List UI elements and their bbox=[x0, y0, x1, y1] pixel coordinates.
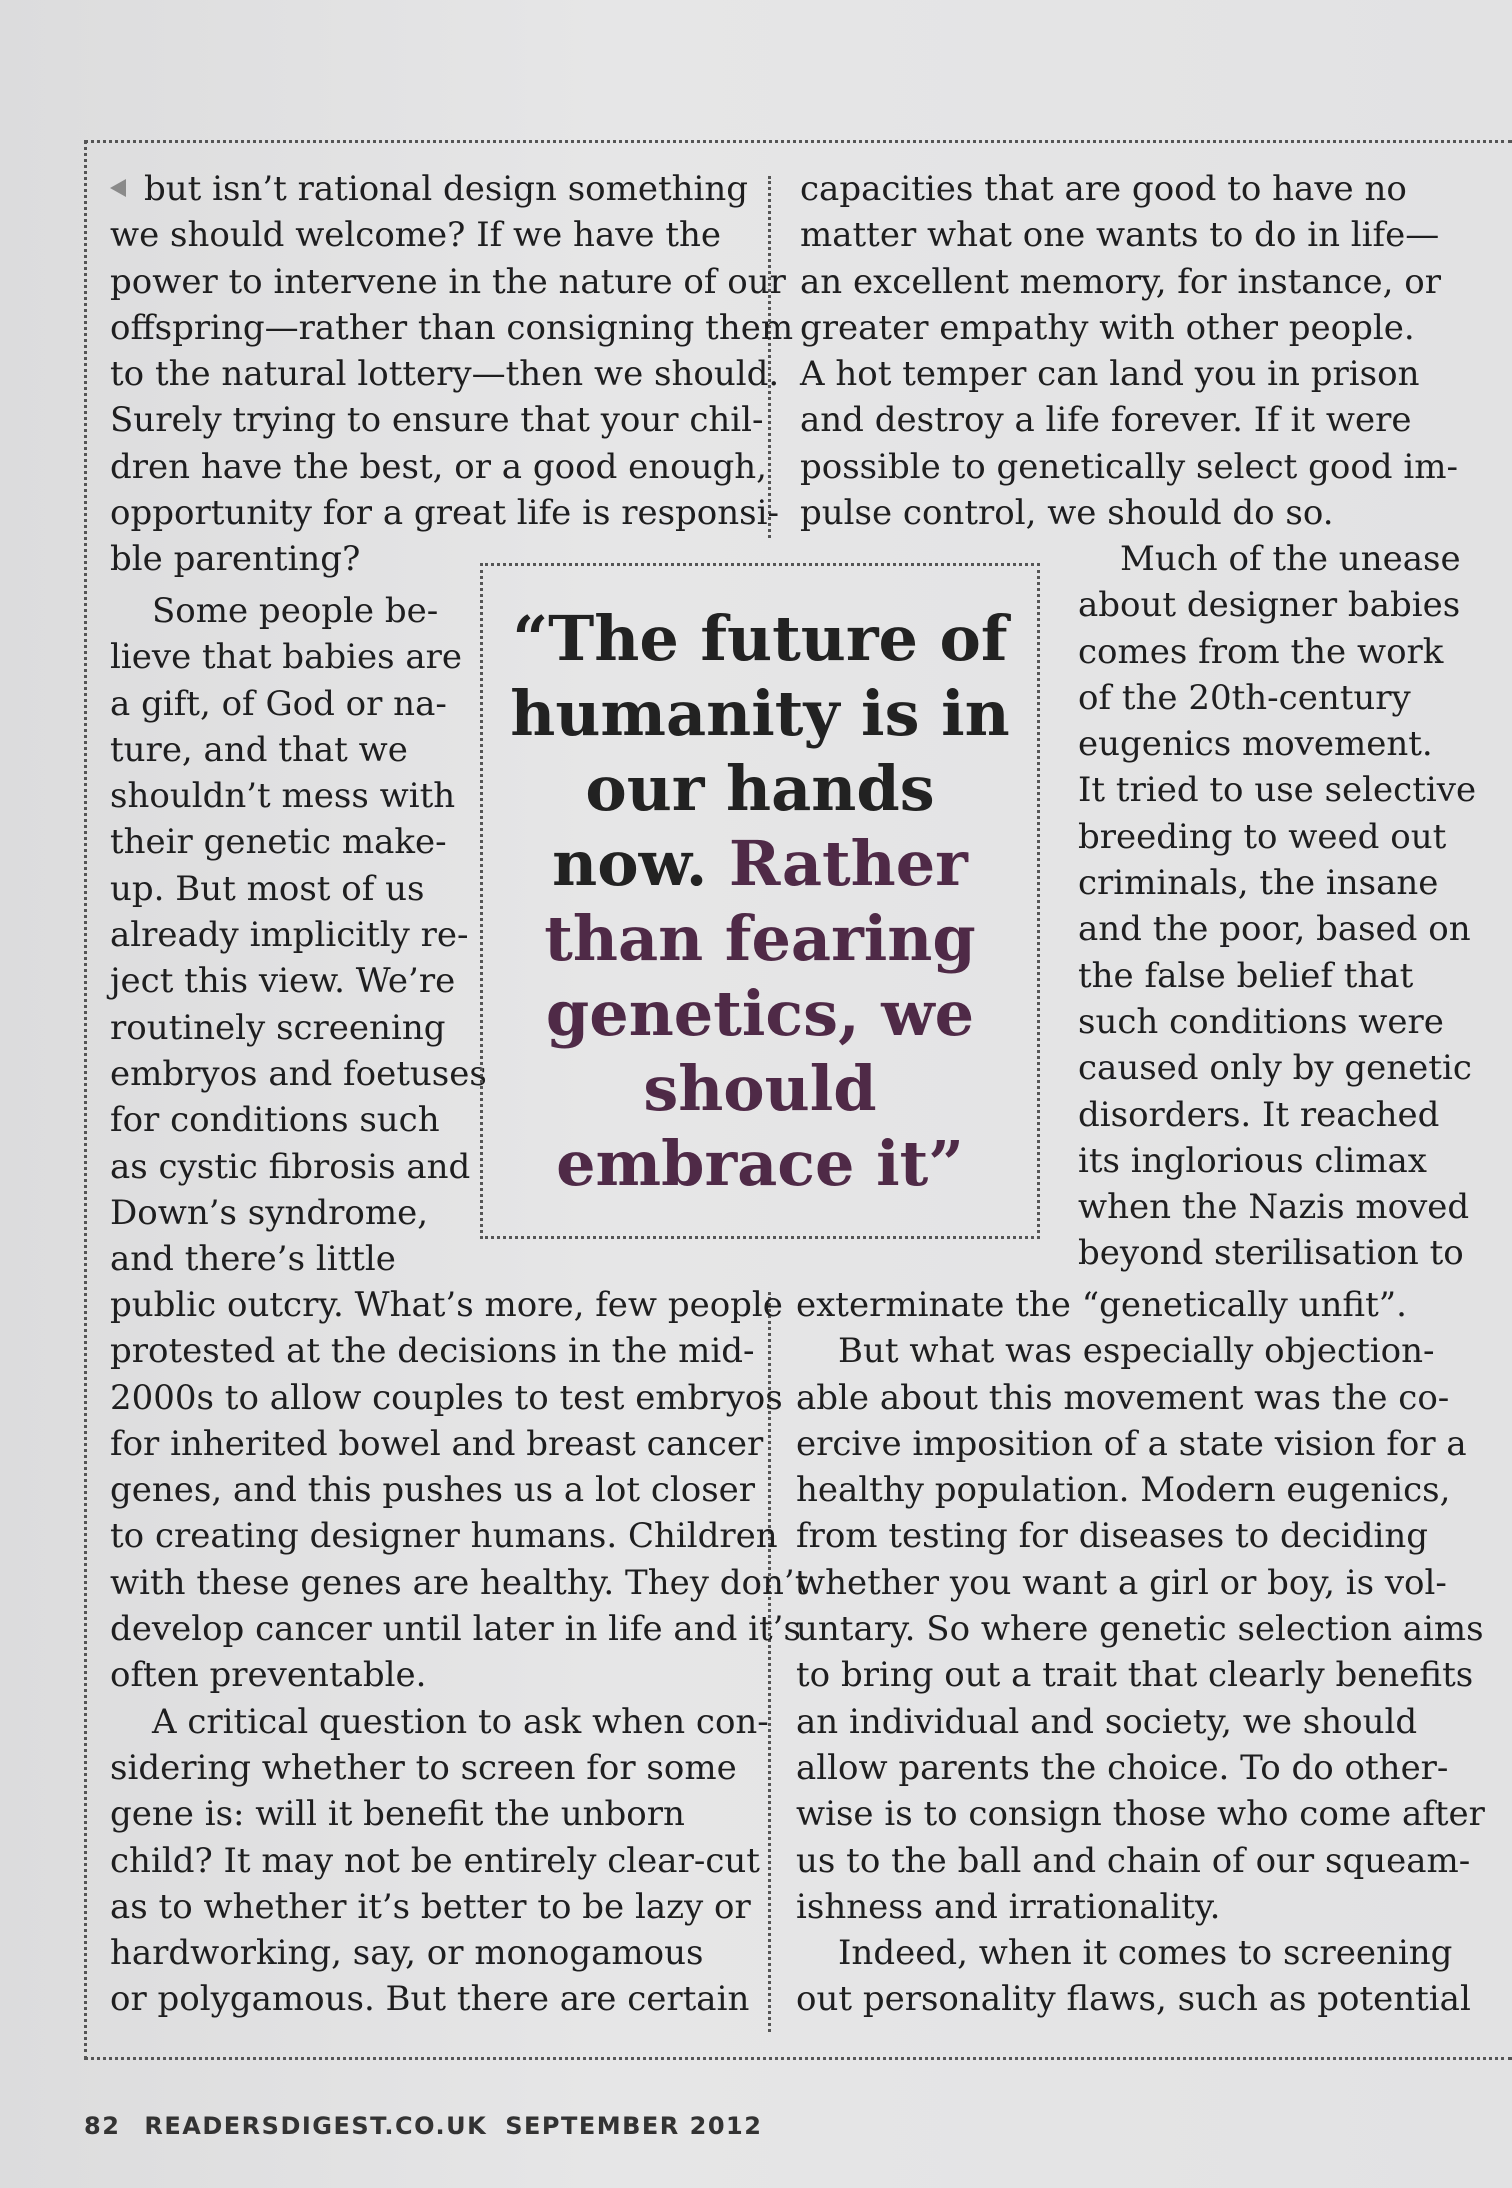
text-line: Much of the unease bbox=[1120, 539, 1461, 579]
text-line: shouldn’t mess with bbox=[110, 776, 456, 817]
page-number: 82 bbox=[84, 2112, 121, 2140]
pull-quote bbox=[500, 601, 1020, 1201]
text-line: already implicitly re- bbox=[110, 915, 469, 956]
text-line: its inglorious climax bbox=[1078, 1140, 1427, 1181]
text-line: allow parents the choice. To do other- bbox=[796, 1747, 1449, 1788]
text-line: Down’s syndrome, bbox=[110, 1192, 429, 1233]
text-line: a gift, of God or na- bbox=[110, 683, 447, 724]
text-line: ishness and irrationality. bbox=[796, 1886, 1221, 1927]
text-line: power to intervene in the nature of our bbox=[110, 261, 786, 302]
text-line: child? It may not be entirely clear-cut bbox=[110, 1840, 760, 1881]
text-line: untary. So where genetic selection aims bbox=[796, 1609, 1484, 1650]
text-line: criminals, the insane bbox=[1078, 863, 1439, 904]
text-line: comes from the work bbox=[1078, 631, 1444, 672]
text-line: hardworking, say, or monogamous bbox=[110, 1933, 704, 1974]
text-line: disorders. It reached bbox=[1078, 1094, 1440, 1135]
text-line: for inherited bowel and breast cancer bbox=[110, 1423, 764, 1464]
text-line: as cystic fibrosis and bbox=[110, 1146, 471, 1187]
column-right-top bbox=[800, 166, 1458, 536]
text-line: It tried to use selective bbox=[1078, 770, 1477, 811]
column-right-bottom bbox=[796, 1282, 1485, 2023]
text-line: whether you want a girl or boy, is vol- bbox=[796, 1562, 1447, 1603]
pull-quote-part1: “The future of humanity is in our hands now. bbox=[510, 602, 1010, 900]
text-line: to bring out a trait that clearly benefits bbox=[796, 1655, 1474, 1696]
column-left-bottom bbox=[110, 1282, 809, 2023]
text-line: and there’s little bbox=[110, 1239, 396, 1280]
text-line: with these genes are healthy. They don’t bbox=[110, 1562, 809, 1603]
text-line: we should welcome? If we have the bbox=[110, 215, 722, 256]
text-line: healthy population. Modern eugenics, bbox=[796, 1470, 1451, 1511]
text-line: 2000s to allow couples to test embryos bbox=[110, 1377, 783, 1418]
text-line: Indeed, when it comes to screening bbox=[838, 1933, 1453, 1974]
text-line: ject this view. We’re bbox=[110, 961, 456, 1002]
text-line: beyond sterilisation to bbox=[1078, 1233, 1464, 1274]
text-line: the false belief that bbox=[1078, 955, 1414, 996]
text-line: exterminate the “genetically unfit”. bbox=[796, 1285, 1407, 1325]
text-line: when the Nazis moved bbox=[1078, 1187, 1470, 1228]
text-line: But what was especially objection- bbox=[838, 1331, 1435, 1372]
text-line: Surely trying to ensure that your chil- bbox=[110, 400, 764, 441]
text-line: offspring—rather than consigning them bbox=[110, 307, 794, 348]
text-line: public outcry. What’s more, few people bbox=[110, 1285, 783, 1325]
text-line: ble parenting? bbox=[110, 539, 361, 580]
text-line: or polygamous. But there are certain bbox=[110, 1979, 750, 2020]
text-line: gene is: will it benefit the unborn bbox=[110, 1794, 685, 1835]
text-line: Some people be- bbox=[152, 591, 439, 631]
text-line: to the natural lottery—then we should. bbox=[110, 354, 780, 395]
text-line: dren have the best, or a good enough, bbox=[110, 446, 767, 487]
text-line: develop cancer until later in life and it’s bbox=[110, 1609, 801, 1650]
text-line: capacities that are good to have no bbox=[800, 169, 1407, 209]
text-line: often preventable. bbox=[110, 1655, 427, 1696]
text-line: ercive imposition of a state vision for a bbox=[796, 1423, 1467, 1464]
text-line: caused only by genetic bbox=[1078, 1048, 1472, 1089]
text-line: an excellent memory, for instance, or bbox=[800, 261, 1441, 302]
text-line: lieve that babies are bbox=[110, 637, 463, 678]
text-line: pulse control, we should do so. bbox=[800, 493, 1334, 534]
text-line: breeding to weed out bbox=[1078, 816, 1447, 857]
text-line: ture, and that we bbox=[110, 729, 408, 770]
text-line: out personality flaws, such as potential bbox=[796, 1979, 1471, 2020]
text-line: about designer babies bbox=[1078, 585, 1461, 626]
text-line: us to the ball and chain of our squeam- bbox=[796, 1840, 1471, 1881]
site-url: READERSDIGEST.CO.UK bbox=[144, 2112, 488, 2140]
text-line: for conditions such bbox=[110, 1100, 440, 1141]
column-left-wrap bbox=[110, 588, 487, 1282]
text-line: genes, and this pushes us a lot closer bbox=[110, 1470, 756, 1511]
text-line: to creating designer humans. Children bbox=[110, 1516, 778, 1557]
text-line: possible to genetically select good im- bbox=[800, 446, 1458, 487]
text-line: embryos and foetuses bbox=[110, 1053, 487, 1094]
text-line: able about this movement was the co- bbox=[796, 1377, 1450, 1418]
text-line: such conditions were bbox=[1078, 1001, 1444, 1042]
text-line: sidering whether to screen for some bbox=[110, 1747, 737, 1788]
text-line: A hot temper can land you in prison bbox=[800, 354, 1420, 395]
text-line: eugenics movement. bbox=[1078, 724, 1433, 765]
text-line: A critical question to ask when con- bbox=[152, 1701, 769, 1742]
column-left-top bbox=[110, 166, 794, 583]
text-line: and the poor, based on bbox=[1078, 909, 1471, 950]
pull-quote-part2: Rather than fearing genetics, we should embrace it” bbox=[544, 827, 976, 1200]
text-line: and destroy a life forever. If it were bbox=[800, 400, 1412, 441]
text-line: from testing for diseases to deciding bbox=[796, 1516, 1429, 1557]
text-line: wise is to consign those who come after bbox=[796, 1794, 1485, 1835]
text-line: matter what one wants to do in life— bbox=[800, 215, 1440, 256]
text-line: of the 20th-century bbox=[1078, 677, 1411, 718]
text-line: greater empathy with other people. bbox=[800, 307, 1415, 348]
page-footer bbox=[84, 2112, 762, 2140]
text-line: their genetic make- bbox=[110, 822, 447, 863]
text-line: up. But most of us bbox=[110, 868, 425, 909]
text-line: routinely screening bbox=[110, 1007, 446, 1048]
column-right-wrap bbox=[1078, 536, 1477, 1277]
text-line: as to whether it’s better to be lazy or bbox=[110, 1886, 751, 1927]
text-line: but isn’t rational design something bbox=[110, 166, 740, 212]
text-line: protested at the decisions in the mid- bbox=[110, 1331, 755, 1372]
text-line: opportunity for a great life is responsi- bbox=[110, 493, 779, 534]
text-line: an individual and society, we should bbox=[796, 1701, 1418, 1742]
issue-date: SEPTEMBER 2012 bbox=[505, 2112, 763, 2140]
left-triangle-icon bbox=[110, 179, 126, 197]
pull-quote-box bbox=[480, 563, 1040, 1239]
